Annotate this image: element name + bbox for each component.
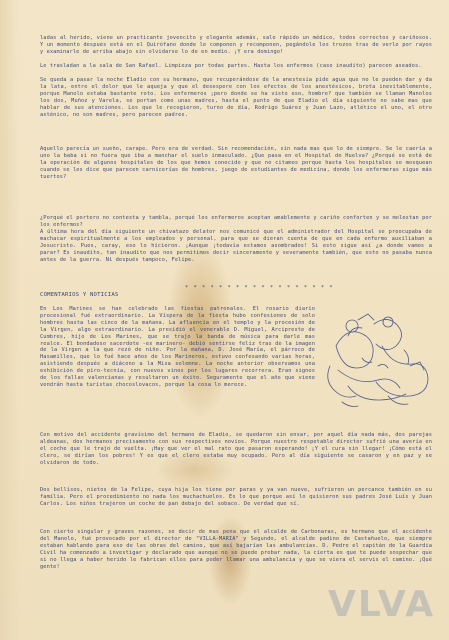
paragraph-night-with-brother: Se queda a pasar la noche Eladio con su hermano, que recuperándose de la anestesia pide agua que no le pueden dar y da la lata, entre el dolor que le aqueja y que el desespere con los efectos de los anestésicos, brota inevitablemente, porque Manolo estaba bastante roto. Los enfermeros ¡pero donde se ha visto eso, hombre? que también se llaman Manolos los dos, Muñoz y Varela, se portan como unas madres, hasta el punto de que Eladio el día siguiente no sabe mas que hablar de sus atenciones. Los que le recogieron, turno de día, Rodrigo Suárez y Juan Lazo, atlético el uno, el otro asténico, no son madres, pero parecen padres. (40, 77, 432, 118)
paragraph-weddings-delayed: Con motivo del accidente gravísimo del hermano de Eladio, se quedaron sin ensar, por aquel día nada más, dos parejas aldeanas, dos hermanos precisamente con sus respectivos novios. Porque nuestro respetable director sufrió una avería en el coche que le trajo de vuelta. ¡Hay que ver el mal rato que pasaron esperando! ¡Y el cura sin llegar! ¡Cómo está el clero, se dirían los pobres! Y es que el clero estaba muy ocupado. Pero al día siguiente se casaron y en paz y se olvidaron de todo. (40, 432, 432, 466)
paragraph-mayor-accident: Con cierto singular y graves razones, se decir de mas pena que el alcalde de Carbonaras, es hermano que el accidente del Manolo, fué provocado por el director de "VILLA-MARIA" y Segundo, el alcalde padino de Castañuelo, que siempre estaban hablando para eso de las obras del camino, que así bajarían las ambulancias. D. Pedro el capitán de la Guardia Civil ha comenzado a investigar y declarado que aunque no se puede probar nada, la cierta es que te puede sospechar que si no llega a haber herido le fabrican ellos para poder llamar una ambulancia y que se viera el servis el camino. ¡Qué gente! (40, 529, 432, 570)
paragraph-hospital-arrival: ladas al herido, viene un practicante jovencito y elegante además, sale rápido un médico, todos correctos y cariñosos. Y un momento después está en el Quirófano donde le componen y recomponen, pegándole los trozos tras de verle por rayos y examinarle de arriba abajo sin olvidarse lo de en medio. ¡Y era domingo! (40, 35, 432, 55)
paragraph-los-marines-fiestas: En Los Marines se han celebrado las fiestas patronales. El rosario diario procesional fué extraordinario. La Víspera de la fiesta hubo confesiones de solo hombres hasta las cinco de la mañana. La afluencia en el templo y la procesión de la Virgen, algo extraordinario. La presidió el venerable D. Miguel, Arcipreste de Cumbres, hijo de Los Marines, que se trajo la banda de música para darle mas realce. El bondadoso sacerdote -ex marinero- debió sentirse feliz tras de la imagen de la Virgen a la que rezó de niño. Por la mañana, D. José María, el párroco de Hasamilles, que lo fué hace años de los Marineros, estuvo confesando varias horas, asistiendo después a diácono a la Misa solemne. La noche anterior observamos una exhibición de piro-tecnia, con nuevos vinos por los lugares recorrera. Eran signos de los fallas valencianas y resultaron un éxito. Seguramente que el año que viene vendrán hasta turistas chocoslovacos, porque la cosa lo merece. (40, 306, 315, 388)
section-title: COMENTARIOS Y NOTICIAS (40, 292, 119, 298)
paragraph-porter-question: ¿Porqué el portero no contesta y tambla, porqué los enfermeros aceptan amablemente y cariño conforten y se molestan por los enfermos? (40, 215, 432, 228)
separator-stars: * * * * * * * * * * * * * * * * * * (185, 285, 334, 291)
paper-margin (0, 0, 20, 640)
paragraph-grandchildren: Dos bellísos, nietos de la Felipe, cuya hija los tiene por paras y ya van nueve, sufrieron un percance también en su familia. Pero el procedimiento no nada los muchachuelos. Es lo que porque así lo quisieron sus padres José Luís y Juan Carlos. Los niños trajeron un coche de pan debajo del sobaco. De verdad que sí. (40, 487, 432, 507)
paragraph-administrator: A última hora del día siguiente un chivatazo delator nos comunicó que el administrador del Hospital se preocupaba de machacar espiritualmente a los empleados y personal, para que se dieran cuenta de que en cada enfermo auxiliaban a Jesucristo. Pues, caray, eso lo hicieron. ¡Aunque ¡todavía estamos asombrados! Si esto sigue así ¿a donde vamos a parar? Es inaudito, tan inaudito que nos permitimos decir sinceramente y severamente también, que esto no pasaba nunca antes de la guerra. Ni después tampoco, Felipe. (40, 229, 432, 263)
paragraph-san-rafael: Le trasladan a la sala de San Rafael. Limpieza por todas partes. Hasta los enfermos (caso inaudito) parecen aseados. (40, 63, 422, 69)
procession-sketch (318, 306, 436, 418)
paragraph-like-a-dream: Aquello parecía un sueño, carape. Pero era de verdad. Sin recomendación, sin nada mas que lo de siempre. Se le caería a uno la baba si no fuera que iba a manchar el suelo inmaculado. ¿Que pasa en el Hospital de Huelva? ¿Porqué se está de la operación de algunos hospitales de los que hemos conocido y que no citamos porque hasta los hospitales se mosquean cuando se les dice que parecen carnicerías de hombres, juego de estudiantes de medicina, donde los enfermeras sigue más tuertos? (40, 146, 432, 180)
archive-watermark: VLVA (328, 584, 436, 625)
